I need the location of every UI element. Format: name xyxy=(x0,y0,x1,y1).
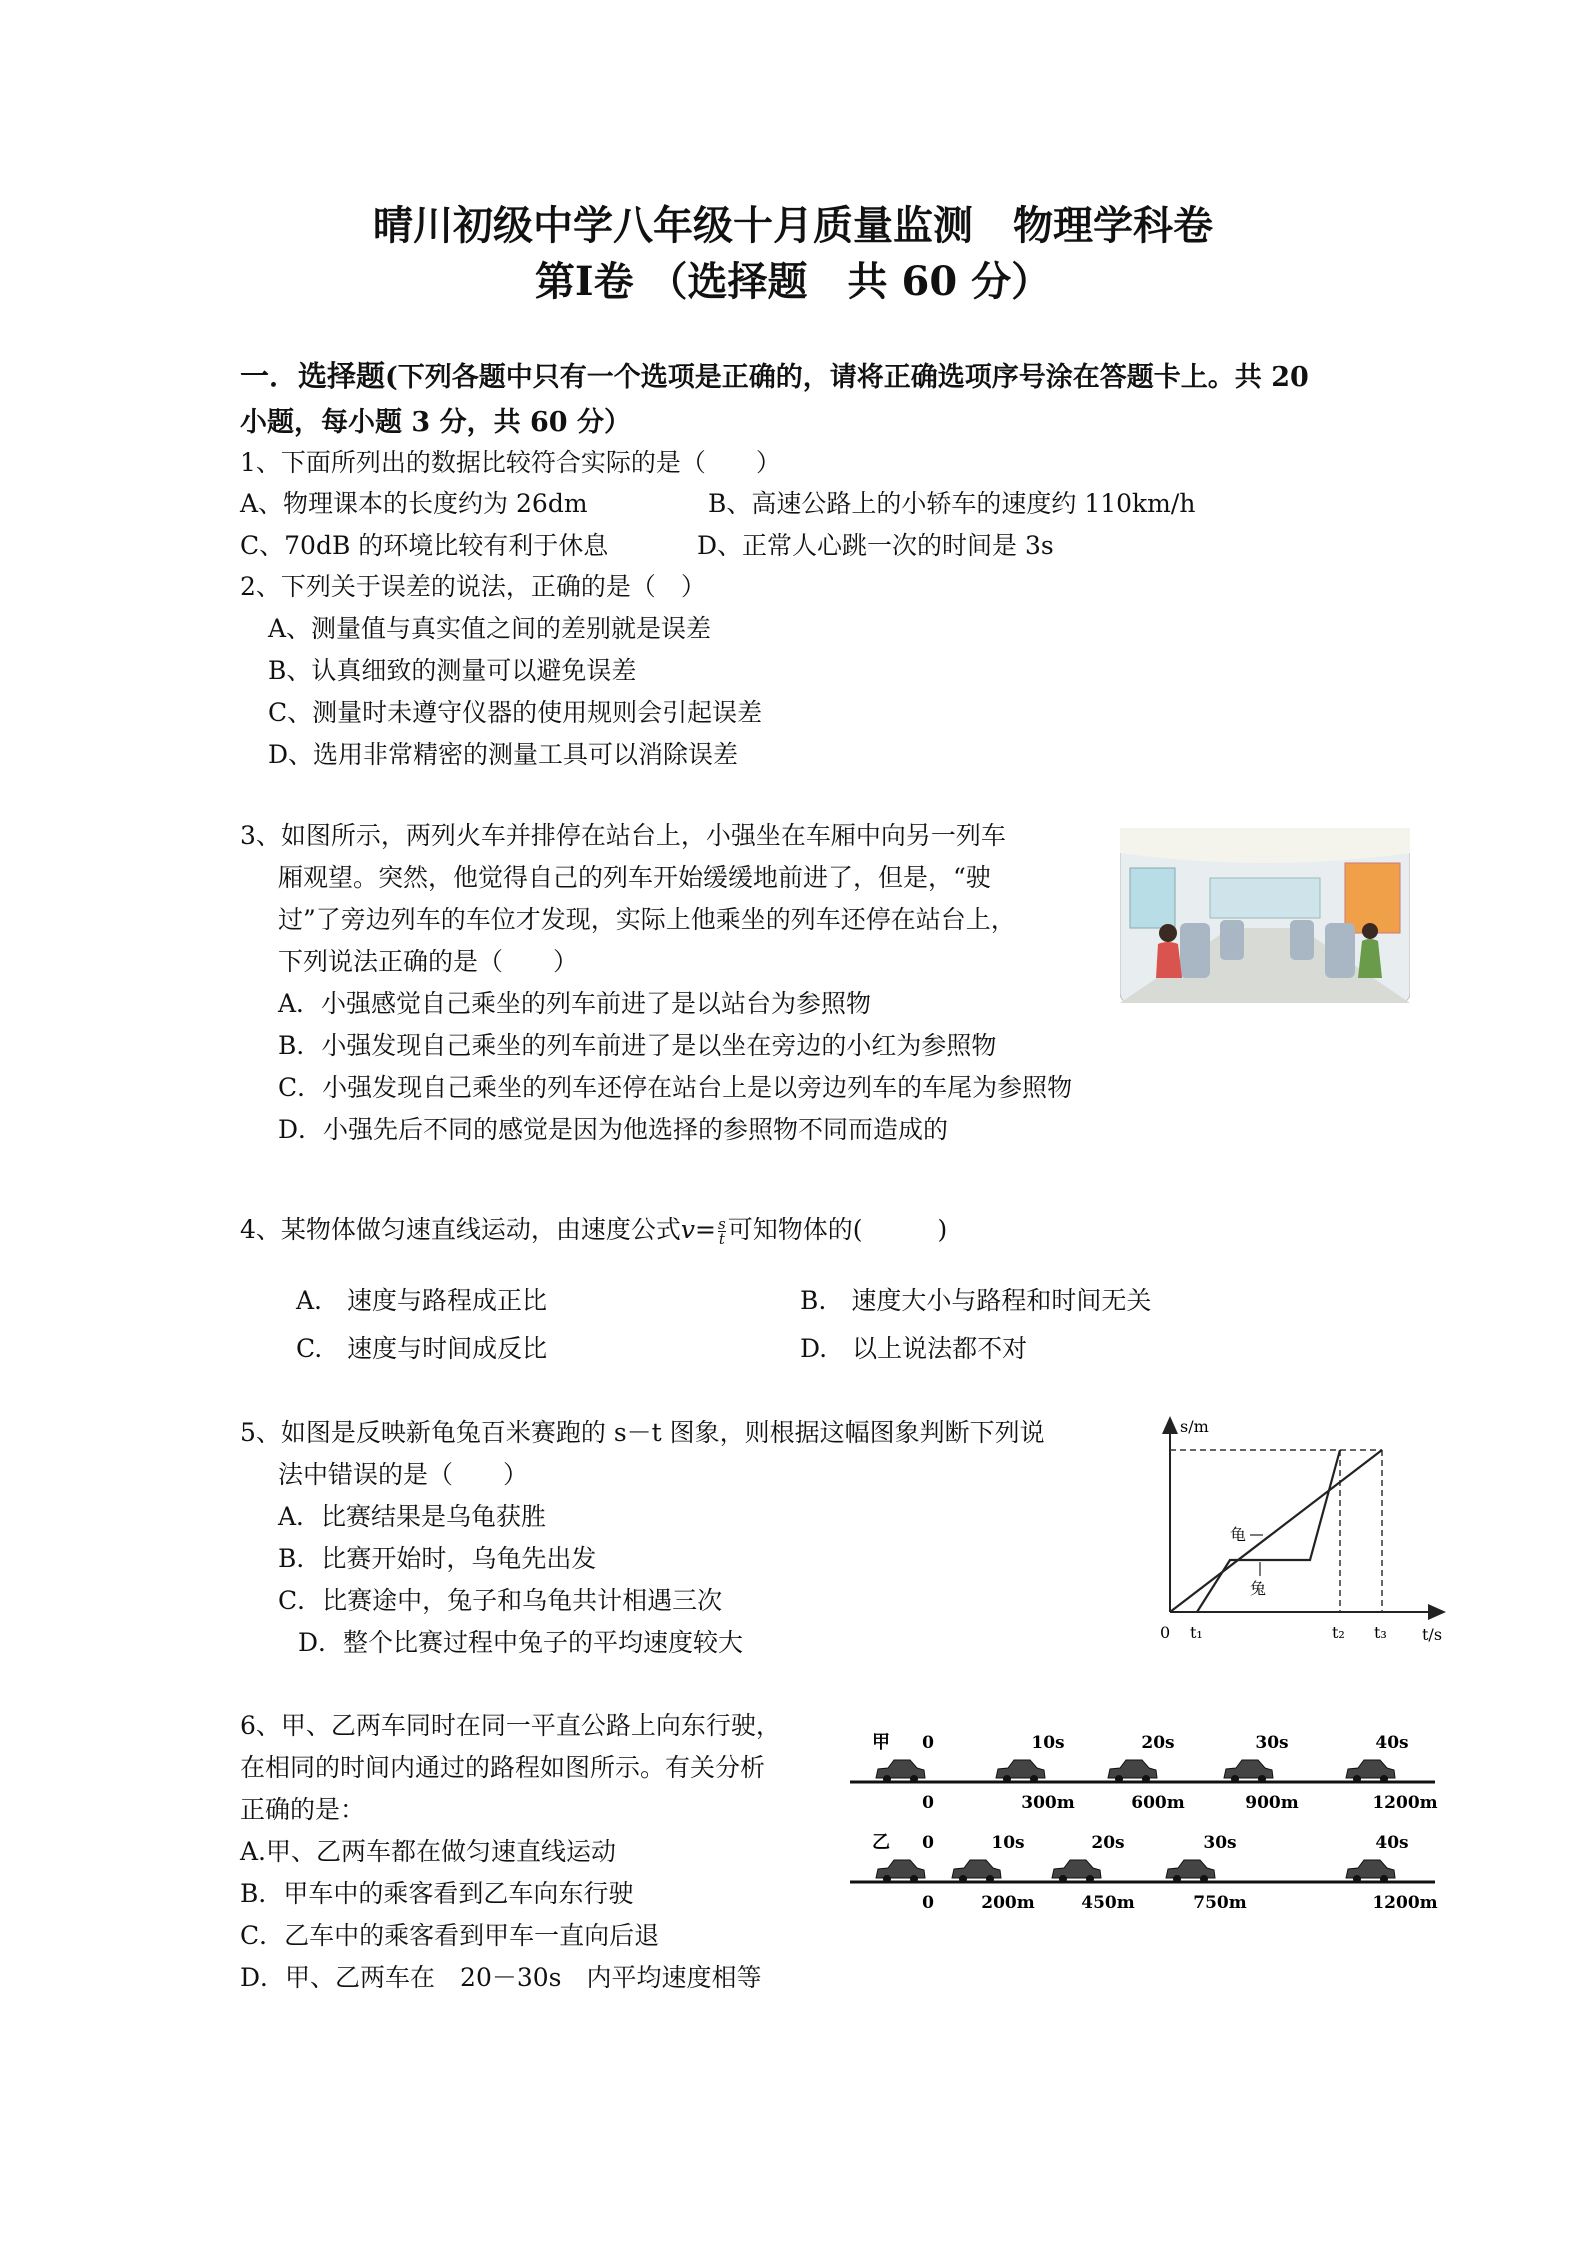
q6-yi-time-label: 0 xyxy=(922,1833,934,1853)
q5-graph-turtle-line xyxy=(1170,1450,1382,1612)
q6-jia-car xyxy=(876,1760,925,1783)
q3-option-d: D．小强先后不同的感觉是因为他选择的参照物不同而造成的 xyxy=(278,1115,949,1144)
section-instructions-1: (下列各题中只有一个选项是正确的，请将正确选项序号涂在答题卡上。共 20 xyxy=(385,362,1309,393)
q6-yi-time-label: 10s xyxy=(991,1833,1025,1853)
q6-option-c: C．乙车中的乘客看到甲车一直向后退 xyxy=(240,1921,660,1950)
q6-jia-distance-label: 0 xyxy=(922,1793,934,1813)
q5-graph-ylabel: s/m xyxy=(1180,1417,1209,1436)
q4-formula-numerator: s xyxy=(718,1215,726,1233)
q2-stem: 2、下列关于误差的说法，正确的是（ ） xyxy=(240,572,706,601)
q3-option-c: C．小强发现自己乘坐的列车还停在站台上是以旁边列车的车尾为参照物 xyxy=(278,1073,1073,1102)
q1-option-c: C、70dB 的环境比较有利于休息 xyxy=(240,531,609,560)
q5-stem-line2: 法中错误的是（ ） xyxy=(278,1460,529,1489)
q6-jia-car xyxy=(1108,1760,1157,1783)
q5-graph-t3: t₃ xyxy=(1374,1623,1387,1642)
train-carriage-illustration xyxy=(1120,828,1410,1003)
q5-graph-t2: t₂ xyxy=(1332,1623,1345,1642)
q6-yi-car xyxy=(1052,1860,1101,1883)
q6-option-d: D．甲、乙两车在 20－30s 内平均速度相等 xyxy=(240,1963,762,1992)
q1-option-a: A、物理课本的长度约为 26dm xyxy=(240,489,588,518)
section-heading xyxy=(240,359,1309,393)
q3-stem-line3: 过”了旁边列车的车位才发现，实际上他乘坐的列车还停在站台上， xyxy=(278,905,1016,934)
q4-stem-post: 可知物体的( ) xyxy=(727,1215,948,1244)
q4-option-c: C. 速度与时间成反比 xyxy=(296,1334,548,1363)
q6-jia-time-label: 10s xyxy=(1031,1733,1065,1753)
q6-yi-track xyxy=(850,1832,1438,1913)
q6-jia-distance-label: 1200m xyxy=(1372,1793,1438,1813)
q6-jia-car xyxy=(1346,1760,1395,1783)
q6-yi-distance-label: 200m xyxy=(981,1893,1035,1913)
q3-stem-line4: 下列说法正确的是（ ） xyxy=(278,947,579,976)
q6-jia-track xyxy=(850,1732,1438,1813)
q6-stem-line1: 6、甲、乙两车同时在同一平直公路上向东行驶， xyxy=(240,1711,781,1740)
q6-yi-distance-label: 0 xyxy=(922,1893,934,1913)
q6-jia-distance-label: 600m xyxy=(1131,1793,1185,1813)
q5-option-d: D．整个比赛过程中兔子的平均速度较大 xyxy=(298,1628,744,1657)
q6-jia-distance-label: 300m xyxy=(1021,1793,1075,1813)
section-label: 一．选择题 xyxy=(240,359,386,393)
q2-option-c: C、测量时未遵守仪器的使用规则会引起误差 xyxy=(268,698,763,727)
q6-option-b: B．甲车中的乘客看到乙车向东行驶 xyxy=(240,1879,634,1908)
q6-yi-time-label: 20s xyxy=(1091,1833,1125,1853)
q6-jia-time-label: 0 xyxy=(922,1733,934,1753)
q5-stem-line1: 5、如图是反映新龟兔百米赛跑的 s－t 图象，则根据这幅图象判断下列说 xyxy=(240,1418,1045,1447)
q6-jia-car xyxy=(996,1760,1045,1783)
q6-cars-figure xyxy=(850,1720,1450,1930)
q4-formula-fraction xyxy=(718,1217,726,1246)
q6-yi-distance-label: 750m xyxy=(1193,1893,1247,1913)
q2-option-d: D、选用非常精密的测量工具可以消除误差 xyxy=(268,740,739,769)
q3-option-a: A．小强感觉自己乘坐的列车前进了是以站台为参照物 xyxy=(278,989,872,1018)
q4-stem-pre: 4、某物体做匀速直线运动，由速度公式 xyxy=(240,1215,681,1244)
q6-jia-time-label: 40s xyxy=(1375,1733,1409,1753)
q5-graph-origin: 0 xyxy=(1160,1623,1171,1642)
q6-jia-time-label: 20s xyxy=(1141,1733,1175,1753)
q6-stem-line2: 在相同的时间内通过的路程如图所示。有关分析 xyxy=(240,1753,766,1782)
q5-option-a: A．比赛结果是乌龟获胜 xyxy=(278,1502,547,1531)
q6-stem-line3: 正确的是： xyxy=(240,1795,366,1824)
q6-yi-distance-label: 1200m xyxy=(1372,1893,1438,1913)
q6-yi-car xyxy=(952,1860,1001,1883)
q1-option-d: D、正常人心跳一次的时间是 3s xyxy=(697,531,1054,560)
q6-yi-time-label: 30s xyxy=(1203,1833,1237,1853)
page-title: 晴川初级中学八年级十月质量监测 物理学科卷 xyxy=(373,202,1213,249)
q5-graph-turtle-label: 龟 xyxy=(1230,1525,1247,1544)
q2-option-b: B、认真细致的测量可以避免误差 xyxy=(268,656,637,685)
q6-yi-time-label: 40s xyxy=(1375,1833,1409,1853)
q4-formula-v: v= xyxy=(680,1215,716,1244)
q6-jia-distance-label: 900m xyxy=(1245,1793,1299,1813)
q6-jia-car xyxy=(1224,1760,1273,1783)
q6-yi-car xyxy=(876,1860,925,1883)
q6-yi-label: 乙 xyxy=(872,1832,890,1853)
q5-st-graph xyxy=(1150,1412,1450,1652)
q3-option-b: B．小强发现自己乘坐的列车前进了是以坐在旁边的小红为参照物 xyxy=(278,1031,997,1060)
q1-stem: 1、下面所列出的数据比较符合实际的是（ ） xyxy=(240,448,781,477)
q6-yi-car xyxy=(1346,1860,1395,1883)
q5-option-c: C．比赛途中，兔子和乌龟共计相遇三次 xyxy=(278,1586,723,1615)
q4-formula-denominator: t xyxy=(718,1230,725,1248)
q3-stem-line1: 3、如图所示，两列火车并排停在站台上，小强坐在车厢中向另一列车 xyxy=(240,821,1006,850)
q4-option-a: A. 速度与路程成正比 xyxy=(296,1286,548,1315)
q6-option-a: A.甲、乙两车都在做匀速直线运动 xyxy=(240,1837,617,1866)
q3-stem-line2: 厢观望。突然，他觉得自己的列车开始缓缓地前进了，但是，“驶 xyxy=(278,863,991,892)
q5-graph-rabbit-label: 兔 xyxy=(1250,1579,1267,1598)
q5-graph-xlabel: t/s xyxy=(1422,1625,1443,1644)
q5-graph-rabbit-line xyxy=(1197,1450,1340,1612)
page-subtitle: 第I卷 （选择题 共 60 分） xyxy=(534,258,1052,305)
q2-option-a: A、测量值与真实值之间的差别就是误差 xyxy=(268,614,712,643)
q6-jia-label: 甲 xyxy=(872,1732,890,1753)
section-instructions-2: 小题，每小题 3 分，共 60 分） xyxy=(240,407,631,438)
q4-stem xyxy=(240,1212,947,1248)
q4-option-d: D. 以上说法都不对 xyxy=(800,1334,1028,1363)
q5-graph-t1: t₁ xyxy=(1190,1623,1203,1642)
q4-option-b: B. 速度大小与路程和时间无关 xyxy=(800,1286,1152,1315)
q5-option-b: B．比赛开始时，乌龟先出发 xyxy=(278,1544,597,1573)
q6-jia-time-label: 30s xyxy=(1255,1733,1289,1753)
q6-yi-distance-label: 450m xyxy=(1081,1893,1135,1913)
q6-yi-car xyxy=(1166,1860,1215,1883)
q1-option-b: B、高速公路上的小轿车的速度约 110km/h xyxy=(708,489,1196,518)
